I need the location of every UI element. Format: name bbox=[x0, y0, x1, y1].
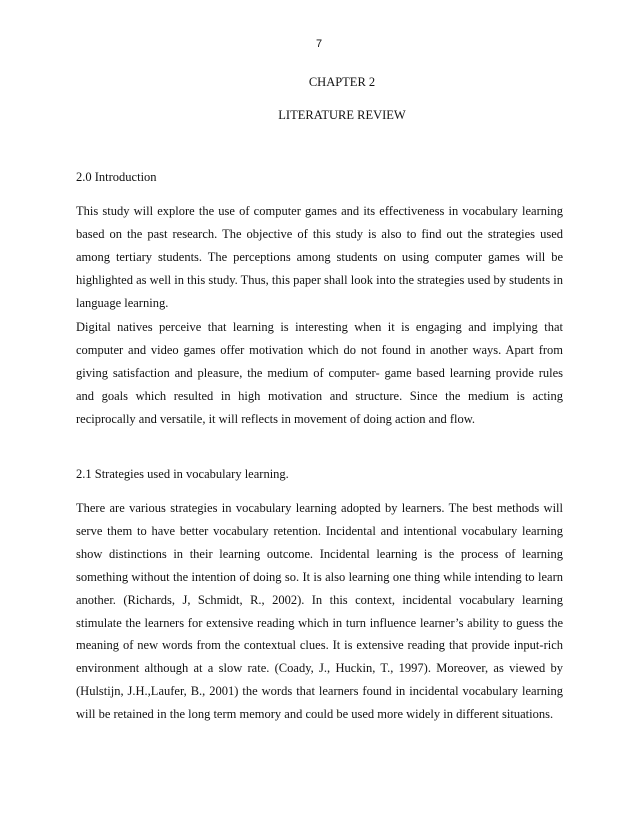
paragraph-introduction-2: Digital natives perceive that learning is interesting when it is engaging and implying that computer and video games offer motivation which do not found in another ways. Apart from giving satisfaction and pleasure, the medium of computer- game based learning provide rules and goals which resulted in high motivation and structure. Since the medium is acting reciprocally and versatile, it will reflects in movement of doing action and flow. bbox=[76, 320, 563, 426]
paragraph-strategies-1: There are various strategies in vocabulary learning adopted by learners. The best methods will serve them to have better vocabulary retention. Incidental and intentional vocabulary learning show distinctions in their learning outcome. Incidental learning is the process of learning something without the intention of doing so. It is also learning one thing while intending to learn another. (Richards, J, Schmidt, R., 2002). In this context, incidental vocabulary learning stimulate the learners for extensive reading which in turn influence learner’s ability to guess the meaning of new words from the contextual clues. It is extensive reading that provide input-rich environment although at a slow rate. (Coady, J., Huckin, T., 1997). Moreover, as viewed by (Hulstijn, J.H.,Laufer, B., 2001) the words that learners found in incidental vocabulary learning will be retained in the long term memory and could be used more widely in different situations. bbox=[76, 501, 563, 722]
page-number: 7 bbox=[315, 38, 323, 50]
section-heading-strategies: 2.1 Strategies used in vocabulary learning. bbox=[76, 467, 289, 481]
chapter-title: LITERATURE REVIEW bbox=[278, 108, 406, 122]
chapter-label: CHAPTER 2 bbox=[308, 75, 376, 89]
section-heading-introduction: 2.0 Introduction bbox=[76, 170, 157, 184]
paragraph-introduction-1: This study will explore the use of computer games and its effectiveness in vocabulary learning based on the past research. The objective of this study is also to find out the strategies used among tertiary students. The perceptions among students on using computer games will be highlighted as well in this study. Thus, this paper shall look into the strategies used by students in language learning. bbox=[76, 204, 563, 310]
